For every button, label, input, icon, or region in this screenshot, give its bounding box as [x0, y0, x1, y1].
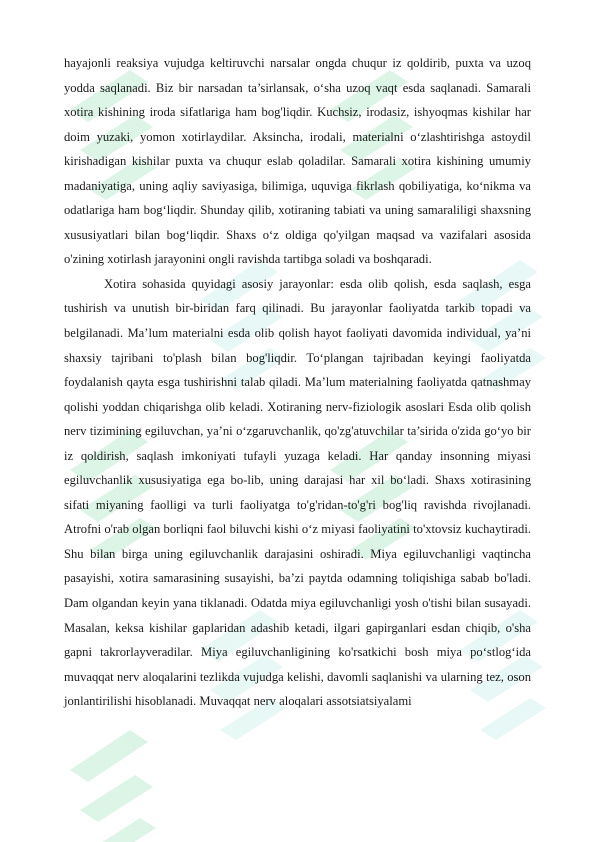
- paragraph-1: hayajonli reaksiya vujudga keltiruvchi narsalar ongda chuqur iz qoldirib, puxta va uzoq yodda saqlanadi. Biz bir narsadan ta’sirlansak, o‘sha uzoq vaqt esda saqlanadi. Samarali xotira kishining iroda sifatlariga ham bog'liqdir. Kuchsiz, irodasiz, ishyoqmas kishilar har doim yuzaki, yomon xotirlaydilar. Aksincha, irodali, materialni o‘zlashtirishga astoydil kirishadigan kishilar puxta va chuqur eslab qoladilar. Samarali xotira kishining umumiy madaniyatiga, uning aqliy saviyasiga, bilimiga, uquviga fikrlash qobiliyatiga, ko‘nikma va odatlariga ham bog‘liqdir. Shunday qilib, xotiraning tabiati va uning samaraliligi shaxsning xususiyatlari bilan bog‘liqdir. Shaxs o‘z oldiga qo'yilgan maqsad va vazifalari asosida o'zining xotirlash jarayonini ongli ravishda tartibga soladi va boshqaradi.: [64, 56, 531, 267]
- watermark-ribbon: [70, 730, 156, 842]
- paragraph-2: Xotira sohasida quyidagi asosiy jarayonlar: esda olib qolish, esda saqlash, esga tushirish va unutish bir-biridan farq qilinadi. Bu jarayonlar faoliyatda tarkib topadi va belgilanadi. Ma’lum materialni esda olib qolish hayot faoliyati davomida individual, ya’ni shaxsiy tajribani to'plash bilan bog'liqdir. To‘plangan tajribadan keyingi faoliyatda foydalanish qayta esga tushirishni talab qiladi. Ma’lum materialning faoliyatda qatnashmay qolishi yoddan chiqarishga olib keladi. Xotiraning nerv-fiziologik asoslari Esda olib qolish nerv tizimining egiluvchan, ya’ni o‘zgaruvchanlik, qo'zg'atuvchilar ta’sirida o'zida go‘yo bir iz qoldirish, saqlash imkoniyati tufayli yuzaga keladi. Har qanday insonning miyasi egiluvchanlik xususiyatiga ega bo-lib, uning darajasi har xil bo‘ladi. Shaxs xotirasining sifati miyaning faolligi va turli faoliyatga to'g'ridan-to'g'ri bog'liq ravishda rivojlanadi. Atrofni o'rab olgan borliqni faol biluvchi kishi o‘z miyasi faoliyatini to'xtovsiz kuchaytiradi. Shu bilan birga uning egiluvchanlik darajasini oshiradi. Miya egiluvchanligi vaqtincha pasayishi, xotira samarasining susayishi, ba’zi paytda odamning toliqishiga sabab bo'ladi. Dam olgandan keyin yana tiklanadi. Odatda miya egiluvchanligi yosh o'tishi bilan susayadi. Masalan, keksa kishilar gaplaridan adashib ketadi, ilgari gapirganlari esdan chiqib, o'sha gapni takrorlayveradilar. Miya egiluvchanligining ko'rsatkichi bosh miya po‘stlog‘ida muvaqqat nerv aloqalarini tezlikda vujudga kelishi, davomli saqlanishi va ularning tez, oson jonlantirilishi hisoblanadi. Muvaqqat nerv aloqalari assotsiatsiyalami: [64, 276, 531, 709]
- body-text: [64, 51, 531, 714]
